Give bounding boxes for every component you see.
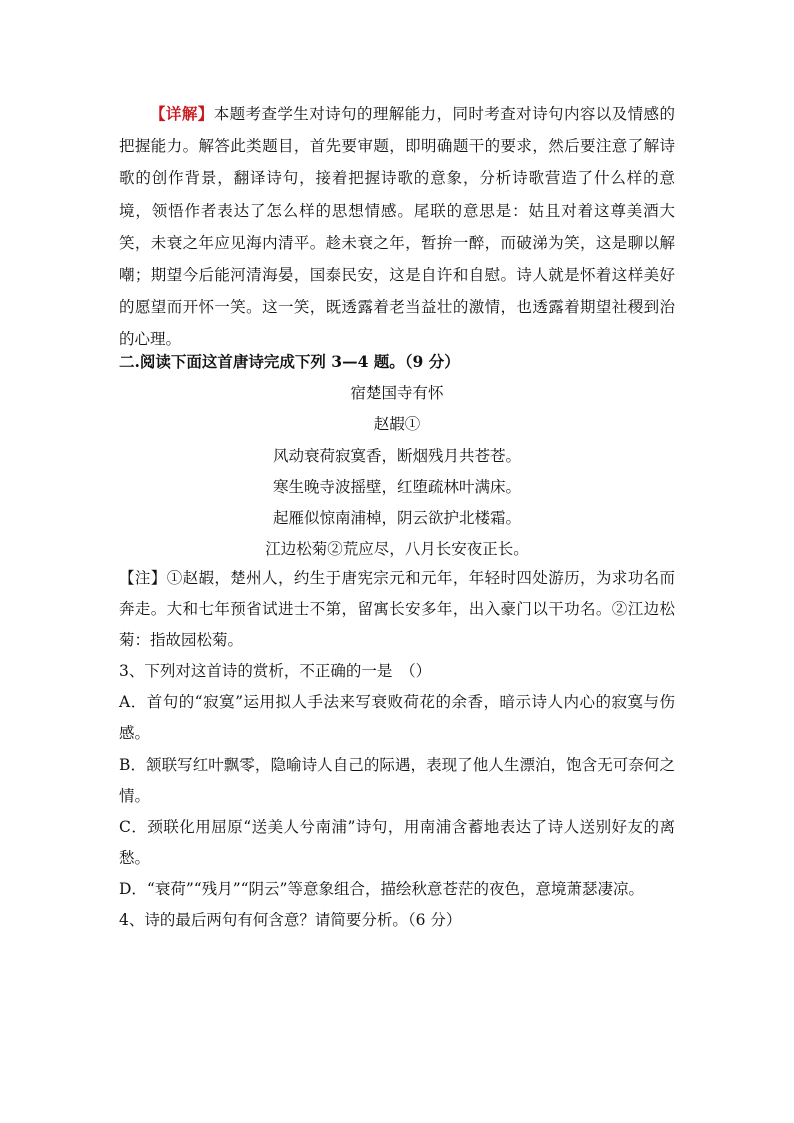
notes-and-questions xyxy=(119,563,675,936)
poem-line: 风动衰荷寂寞香，断烟残月共苍苍。 xyxy=(272,446,521,465)
note-text: ①赵嘏，楚州人，约生于唐宪宗元和元年，年轻时四处游历，为求功名而奔走。大和七年预省试进士不第，留寓长安多年，出入豪门以干功名。②江边松菊：指故园松菊。 xyxy=(119,569,675,650)
question-3: 3、下列对这首诗的赏析，不正确的一是 （） xyxy=(119,662,432,681)
option-c: C．颈联化用屈原“送美人兮南浦”诗句，用南浦含蓄地表达了诗人送别好友的离愁。 xyxy=(119,817,675,867)
poem-line: 江边松菊②荒应尽，八月长安夜正长。 xyxy=(265,540,529,559)
section-title: 二.阅读下面这首唐诗完成下列 3—4 题。（9 分） xyxy=(119,352,460,371)
detail-paragraph xyxy=(119,98,675,356)
poem-title: 宿楚国寺有怀 xyxy=(350,384,444,402)
question-4: 4、诗的最后两句有何含意？请简要分析。（6 分） xyxy=(119,911,462,930)
option-d: D．“衰荷”“残月”“阴云”等意象组合，描绘秋意苍茫的夜色，意境萧瑟凄凉。 xyxy=(119,879,644,898)
poem-line: 起雁似惊南浦棹，阴云欲护北楼霜。 xyxy=(272,509,521,528)
detail-text: 本题考查学生对诗句的理解能力，同时考查对诗句内容以及情感的把握能力。解答此类题目，首先要审题，即明确题干的要求，然后要注意了解诗歌的创作背景，翻译诗句，接着把握诗歌的意象，分析诗歌营造了什么样的意境，领悟作者表达了怎么样的思想情感。尾联的意思是：姑且对着这尊美酒大笑，未衰之年应见海内清平。趁未衰之年，暂拚一醉，而破涕为笑，这是聊以解嘲；期望今后能河清海晏，国泰民安，这是自许和自慰。诗人就是怀着这样美好的愿望而开怀一笑。这一笑，既透露着老当益壮的激情，也透露着期望社稷到治的心理。 xyxy=(119,105,675,349)
note-tag: 【注】 xyxy=(119,569,167,587)
option-a: A．首句的“寂寞”运用拟人手法来写衰败荷花的余香，暗示诗人内心的寂寞与伤感。 xyxy=(119,693,675,743)
option-b: B．颔联写红叶飘零，隐喻诗人自己的际遇，表现了他人生漂泊，饱含无可奈何之情。 xyxy=(119,755,675,805)
poem-author: 赵嘏① xyxy=(373,415,421,434)
note-paragraph xyxy=(119,563,675,656)
poem-line: 寒生晚寺波摇壁，红堕疏林叶满床。 xyxy=(272,477,521,496)
poem xyxy=(119,378,675,566)
detail-tag: 【详解】 xyxy=(150,104,214,123)
